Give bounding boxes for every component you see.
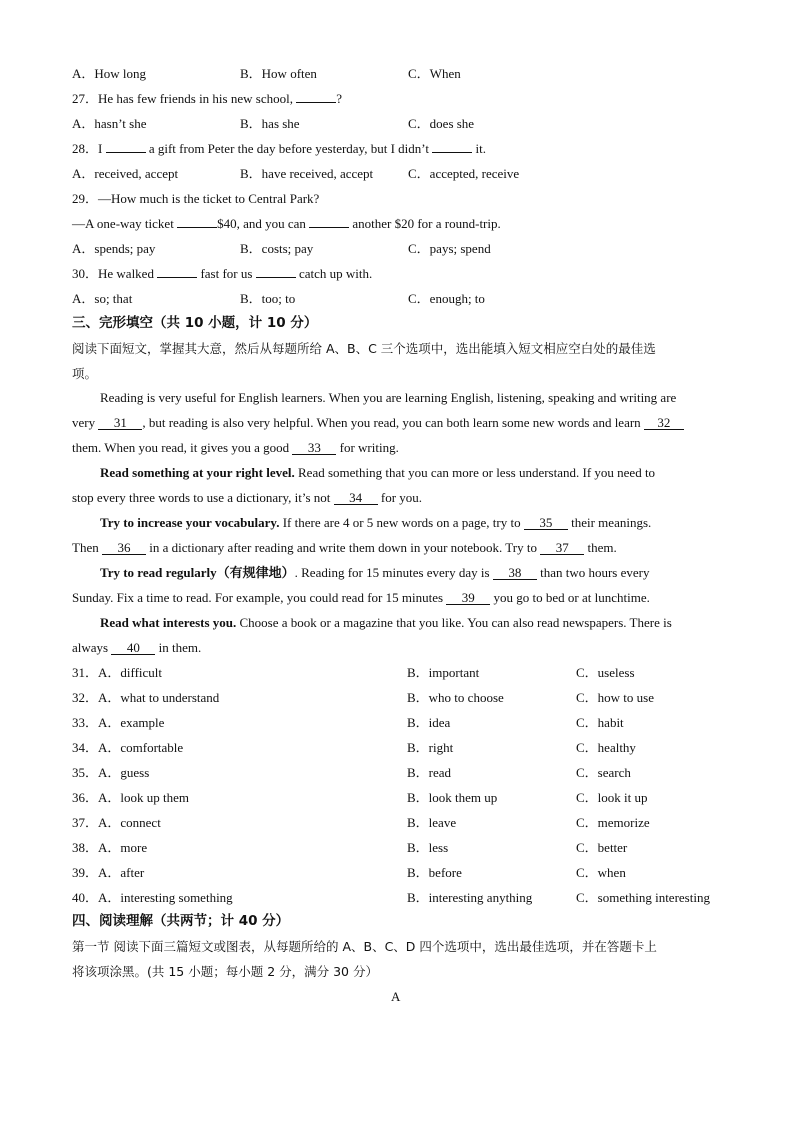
cloze-q35-option-c: C．search bbox=[576, 765, 631, 780]
passage-text: . Reading for 15 minutes every day is bbox=[294, 565, 493, 580]
passage-p3-line1 bbox=[100, 515, 651, 531]
q27-option-b: B．has she bbox=[240, 116, 300, 131]
blank-34: 34 bbox=[334, 491, 378, 505]
cloze-q39-option-c: C．when bbox=[576, 865, 626, 880]
passage-p2-lead: Read something at your right level. bbox=[100, 465, 295, 480]
passage-text: than two hours every bbox=[536, 565, 650, 580]
passage-text: in a dictionary after reading and write them down in your notebook. Try to bbox=[145, 540, 541, 555]
q28-text-mid: a gift from Peter the day before yesterday, but I didn’t bbox=[145, 141, 433, 156]
passage-text: Then bbox=[72, 540, 102, 555]
q30-text: 30．He walked bbox=[72, 266, 158, 281]
passage-p5-lead: Read what interests you. bbox=[100, 615, 237, 630]
q29-option-b: B．costs; pay bbox=[240, 241, 314, 256]
q28-option-c: C．accepted, receive bbox=[408, 166, 520, 181]
cloze-q37-option-b: B．leave bbox=[407, 815, 457, 830]
passage-text: in them. bbox=[155, 640, 202, 655]
cloze-q37-option-a: 37．A．connect bbox=[72, 815, 161, 830]
q28-option-b: B．have received, accept bbox=[240, 166, 374, 181]
q28-blank-2 bbox=[432, 152, 472, 153]
passage-text: , but reading is also very helpful. When you read, you can both learn some new words and learn bbox=[142, 415, 644, 430]
q26-option-c: C．When bbox=[408, 66, 461, 81]
passage-p1-line3 bbox=[72, 440, 399, 456]
section3-heading: 三、完形填空（共 10 小题，计 10 分） bbox=[72, 315, 318, 331]
passage-text: their meanings. bbox=[567, 515, 652, 530]
q28-option-a: A．received, accept bbox=[72, 166, 179, 181]
q27-text-end: ? bbox=[336, 91, 342, 106]
section4-heading: 四、阅读理解（共两节；计 40 分） bbox=[72, 913, 290, 929]
cloze-q31-option-b: B．important bbox=[407, 665, 480, 680]
section3-instructions-line1: 阅读下面短文，掌握其大意，然后从每题所给 A、B、C 三个选项中，选出能填入短文相应空白处的最佳选 bbox=[72, 341, 656, 356]
q29-text: —A one-way ticket bbox=[72, 216, 178, 231]
passage-text: you go to bed or at lunchtime. bbox=[490, 590, 650, 605]
q30-option-a: A．so; that bbox=[72, 291, 133, 306]
q27-text: 27．He has few friends in his new school, bbox=[72, 91, 297, 106]
section4-instructions-line1: 第一节 阅读下面三篇短文或图表，从每题所给的 A、B、C、D 四个选项中，选出最佳选项，并在答题卡上 bbox=[72, 939, 657, 954]
cloze-q33-option-b: B．idea bbox=[407, 715, 451, 730]
cloze-q36-option-b: B．look them up bbox=[407, 790, 498, 805]
blank-32: 32 bbox=[644, 416, 684, 430]
cloze-q36-option-c: C．look it up bbox=[576, 790, 648, 805]
passage-p5-line1 bbox=[100, 615, 672, 631]
cloze-q32-option-a: 32．A．what to understand bbox=[72, 690, 220, 705]
q30-option-b: B．too; to bbox=[240, 291, 296, 306]
blank-33: 33 bbox=[292, 441, 336, 455]
cloze-q40-option-b: B．interesting anything bbox=[407, 890, 533, 905]
blank-38: 38 bbox=[493, 566, 537, 580]
q29-text-mid: $40, and you can bbox=[217, 216, 310, 231]
q28-stem bbox=[72, 141, 486, 157]
passage-p1-line1: Reading is very useful for English learners. When you are learning English, listening, speaking and writing are bbox=[100, 390, 677, 405]
passage-text: for writing. bbox=[336, 440, 399, 455]
q27-option-c: C．does she bbox=[408, 116, 475, 131]
q29-stem: 29．—How much is the ticket to Central Park? bbox=[72, 191, 320, 206]
cloze-q35-option-a: 35．A．guess bbox=[72, 765, 150, 780]
q27-blank bbox=[296, 102, 336, 103]
cloze-q32-option-c: C．how to use bbox=[576, 690, 655, 705]
cloze-q33-option-c: C．habit bbox=[576, 715, 624, 730]
q29-blank-1 bbox=[177, 227, 217, 228]
blank-35: 35 bbox=[524, 516, 568, 530]
q26-option-b: B．How often bbox=[240, 66, 317, 81]
passage-text: them. bbox=[584, 540, 617, 555]
q30-blank-2 bbox=[256, 277, 296, 278]
q28-blank-1 bbox=[106, 152, 146, 153]
q30-text-mid: fast for us bbox=[197, 266, 256, 281]
section3-instructions-line2: 项。 bbox=[72, 366, 98, 381]
cloze-q40-option-a: 40．A．interesting something bbox=[72, 890, 233, 905]
q29-option-c: C．pays; spend bbox=[408, 241, 491, 256]
q28-text: 28．I bbox=[72, 141, 106, 156]
passage-p3-lead: Try to increase your vocabulary. bbox=[100, 515, 280, 530]
passage-p4-line1 bbox=[100, 565, 649, 581]
cloze-q34-option-c: C．healthy bbox=[576, 740, 636, 755]
section4-instructions-line2: 将该项涂黑。(共 15 小题；每小题 2 分，满分 30 分） bbox=[72, 964, 378, 979]
cloze-q34-option-b: B．right bbox=[407, 740, 454, 755]
passage-text: stop every three words to use a dictionary, it’s not bbox=[72, 490, 334, 505]
cloze-q39-option-b: B．before bbox=[407, 865, 462, 880]
q29-text-end: another $20 for a round-trip. bbox=[349, 216, 501, 231]
cloze-q32-option-b: B．who to choose bbox=[407, 690, 504, 705]
q30-stem bbox=[72, 266, 372, 282]
cloze-q38-option-a: 38．A．more bbox=[72, 840, 148, 855]
q30-text-end: catch up with. bbox=[295, 266, 373, 281]
passage-text: them. When you read, it gives you a good bbox=[72, 440, 293, 455]
cloze-q37-option-c: C．memorize bbox=[576, 815, 650, 830]
cloze-q39-option-a: 39．A．after bbox=[72, 865, 145, 880]
passage-p5-line2 bbox=[72, 640, 201, 656]
passage-text: for you. bbox=[377, 490, 423, 505]
passage-text: very bbox=[72, 415, 99, 430]
cloze-q31-option-c: C．useless bbox=[576, 665, 635, 680]
passage-p3-line2 bbox=[72, 540, 617, 556]
cloze-q33-option-a: 33．A．example bbox=[72, 715, 165, 730]
cloze-q38-option-c: C．better bbox=[576, 840, 628, 855]
q26-option-a: A．How long bbox=[72, 66, 147, 81]
blank-39: 39 bbox=[446, 591, 490, 605]
cloze-q36-option-a: 36．A．look up them bbox=[72, 790, 189, 805]
q29-blank-2 bbox=[309, 227, 349, 228]
cloze-q34-option-a: 34．A．comfortable bbox=[72, 740, 184, 755]
passage-p4-lead: Try to read regularly（有规律地） bbox=[100, 565, 295, 580]
blank-31: 31 bbox=[98, 416, 142, 430]
passage-p4-line2 bbox=[72, 590, 650, 606]
q29-option-a: A．spends; pay bbox=[72, 241, 156, 256]
passage-p2-line2 bbox=[72, 490, 422, 506]
q29-reply bbox=[72, 216, 501, 232]
passage-p2-line1 bbox=[100, 465, 655, 481]
passage-label: A bbox=[391, 989, 401, 1004]
blank-37: 37 bbox=[540, 541, 584, 555]
cloze-q35-option-b: B．read bbox=[407, 765, 452, 780]
passage-text: Read something that you can more or less understand. If you need to bbox=[294, 465, 656, 480]
passage-text: always bbox=[72, 640, 112, 655]
q27-stem bbox=[72, 91, 342, 107]
cloze-q40-option-c: C．something interesting bbox=[576, 890, 710, 905]
passage-text: Sunday. Fix a time to read. For example, you could read for 15 minutes bbox=[72, 590, 447, 605]
passage-p1-line2 bbox=[72, 415, 684, 431]
cloze-q31-option-a: 31．A．difficult bbox=[72, 665, 163, 680]
passage-text: Choose a book or a magazine that you like. You can also read newspapers. There is bbox=[236, 615, 672, 630]
q28-text-end: it. bbox=[472, 141, 486, 156]
blank-40: 40 bbox=[111, 641, 155, 655]
q27-option-a: A．hasn’t she bbox=[72, 116, 147, 131]
q30-option-c: C．enough; to bbox=[408, 291, 485, 306]
q30-blank-1 bbox=[157, 277, 197, 278]
blank-36: 36 bbox=[102, 541, 146, 555]
cloze-q38-option-b: B．less bbox=[407, 840, 449, 855]
passage-text: If there are 4 or 5 new words on a page, try to bbox=[279, 515, 524, 530]
